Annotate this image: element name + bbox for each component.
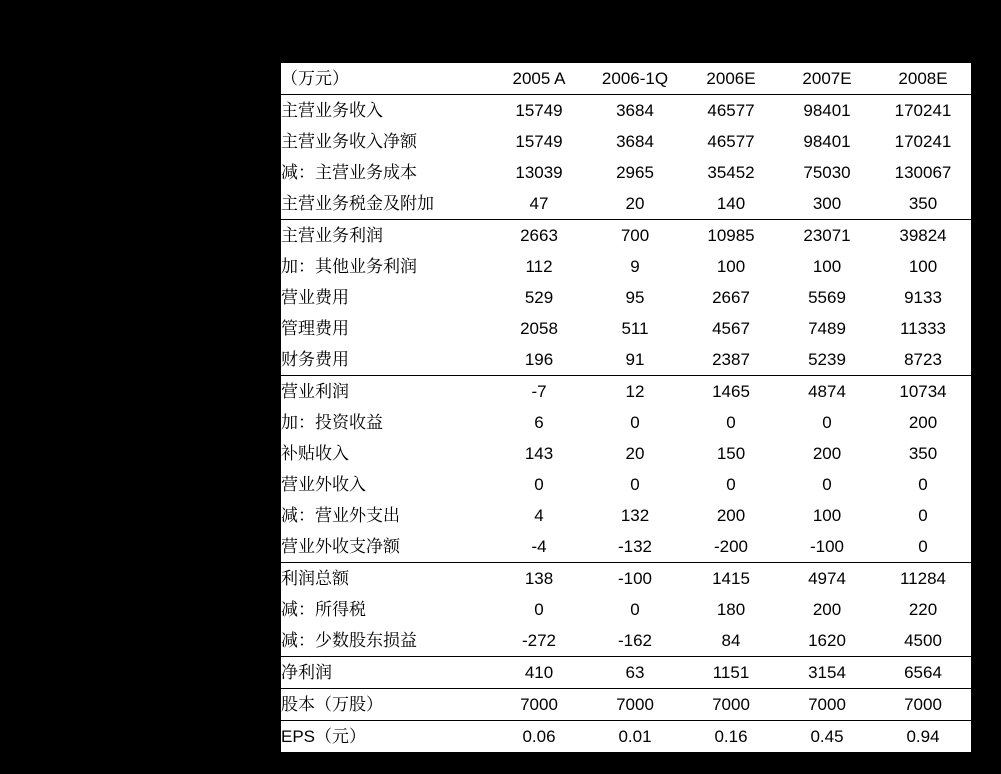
table-cell: -200	[683, 531, 779, 563]
table-cell: 4874	[779, 376, 875, 408]
table-cell: 0	[587, 594, 683, 625]
row-label: 减：所得税	[281, 594, 491, 625]
row-label: EPS（元）	[281, 721, 491, 753]
row-label: 加：其他业务利润	[281, 251, 491, 282]
table-cell: 200	[683, 500, 779, 531]
table-cell: 98401	[779, 126, 875, 157]
table-cell: 0	[491, 469, 587, 500]
financial-forecast-table	[281, 62, 971, 753]
table-cell: 6	[491, 407, 587, 438]
table-row	[281, 126, 971, 157]
table-cell: 100	[779, 251, 875, 282]
table-cell: 1151	[683, 657, 779, 689]
row-label: 利润总额	[281, 563, 491, 595]
table-body	[281, 95, 971, 753]
table-cell: 220	[875, 594, 971, 625]
table-cell: 10985	[683, 220, 779, 252]
table-cell: 12	[587, 376, 683, 408]
table-cell: 35452	[683, 157, 779, 188]
table-cell: 200	[779, 438, 875, 469]
table-cell: 0	[875, 469, 971, 500]
table-row	[281, 657, 971, 689]
table-cell: 46577	[683, 95, 779, 127]
table-row	[281, 563, 971, 595]
column-header-2007e: 2007E	[779, 63, 875, 95]
table-cell: 8723	[875, 344, 971, 376]
row-label: 管理费用	[281, 313, 491, 344]
table-cell: 7000	[875, 689, 971, 721]
table-row	[281, 376, 971, 408]
table-row	[281, 188, 971, 220]
table-row	[281, 721, 971, 753]
table-cell: 100	[875, 251, 971, 282]
table-cell: 1620	[779, 625, 875, 657]
table-cell: 130067	[875, 157, 971, 188]
table-cell: 15749	[491, 95, 587, 127]
table-cell: 75030	[779, 157, 875, 188]
table-cell: 9133	[875, 282, 971, 313]
table-cell: 170241	[875, 95, 971, 127]
table-cell: 4	[491, 500, 587, 531]
table-cell: 700	[587, 220, 683, 252]
table-cell: 3684	[587, 95, 683, 127]
table-cell: 20	[587, 188, 683, 220]
table-cell: 10734	[875, 376, 971, 408]
table-row	[281, 500, 971, 531]
table-cell: 529	[491, 282, 587, 313]
table-cell: 200	[779, 594, 875, 625]
table-cell: 143	[491, 438, 587, 469]
table-cell: 100	[779, 500, 875, 531]
table-cell: 4500	[875, 625, 971, 657]
financial-table-container	[281, 62, 971, 753]
table-cell: 63	[587, 657, 683, 689]
table-cell: 0	[875, 531, 971, 563]
table-cell: 91	[587, 344, 683, 376]
table-cell: 7000	[683, 689, 779, 721]
table-cell: 0.16	[683, 721, 779, 753]
row-label: 营业费用	[281, 282, 491, 313]
table-cell: -272	[491, 625, 587, 657]
table-cell: 6564	[875, 657, 971, 689]
table-cell: -7	[491, 376, 587, 408]
table-cell: 2058	[491, 313, 587, 344]
table-row	[281, 407, 971, 438]
table-cell: 13039	[491, 157, 587, 188]
table-cell: 95	[587, 282, 683, 313]
table-cell: 2663	[491, 220, 587, 252]
row-label: 主营业务利润	[281, 220, 491, 252]
table-row	[281, 531, 971, 563]
table-row	[281, 469, 971, 500]
column-header-2006-1q: 2006-1Q	[587, 63, 683, 95]
table-cell: 0.94	[875, 721, 971, 753]
table-cell: 11284	[875, 563, 971, 595]
table-row	[281, 95, 971, 127]
row-label: 净利润	[281, 657, 491, 689]
table-cell: 1415	[683, 563, 779, 595]
table-row	[281, 689, 971, 721]
table-cell: 0	[683, 407, 779, 438]
table-cell: 170241	[875, 126, 971, 157]
column-header-2005a: 2005 A	[491, 63, 587, 95]
table-row	[281, 282, 971, 313]
table-cell: 0	[587, 407, 683, 438]
table-cell: 39824	[875, 220, 971, 252]
table-cell: 4567	[683, 313, 779, 344]
table-cell: 138	[491, 563, 587, 595]
table-cell: 0.45	[779, 721, 875, 753]
table-cell: 5239	[779, 344, 875, 376]
table-cell: 0	[587, 469, 683, 500]
table-cell: 23071	[779, 220, 875, 252]
row-label: 减：营业外支出	[281, 500, 491, 531]
table-cell: 15749	[491, 126, 587, 157]
table-cell: 2965	[587, 157, 683, 188]
table-cell: 11333	[875, 313, 971, 344]
table-cell: 84	[683, 625, 779, 657]
row-label: 主营业务收入净额	[281, 126, 491, 157]
table-cell: 0	[491, 594, 587, 625]
row-label: 补贴收入	[281, 438, 491, 469]
table-cell: 350	[875, 188, 971, 220]
table-row	[281, 344, 971, 376]
table-cell: 7000	[779, 689, 875, 721]
table-cell: 2387	[683, 344, 779, 376]
table-cell: 98401	[779, 95, 875, 127]
table-cell: 7000	[587, 689, 683, 721]
table-cell: 0	[683, 469, 779, 500]
row-label: 主营业务收入	[281, 95, 491, 127]
table-cell: 3684	[587, 126, 683, 157]
table-cell: -162	[587, 625, 683, 657]
table-cell: 0	[875, 500, 971, 531]
column-header-2008e: 2008E	[875, 63, 971, 95]
table-cell: -100	[779, 531, 875, 563]
row-label: 减：少数股东损益	[281, 625, 491, 657]
column-header-2006e: 2006E	[683, 63, 779, 95]
table-cell: 511	[587, 313, 683, 344]
table-row	[281, 594, 971, 625]
column-header-unit: （万元）	[281, 63, 491, 95]
table-cell: 0.06	[491, 721, 587, 753]
table-cell: 46577	[683, 126, 779, 157]
table-cell: 100	[683, 251, 779, 282]
table-cell: 0.01	[587, 721, 683, 753]
table-cell: 150	[683, 438, 779, 469]
table-cell: -100	[587, 563, 683, 595]
table-cell: 200	[875, 407, 971, 438]
table-row	[281, 313, 971, 344]
table-cell: 112	[491, 251, 587, 282]
row-label: 股本（万股）	[281, 689, 491, 721]
table-cell: 2667	[683, 282, 779, 313]
table-cell: 7000	[491, 689, 587, 721]
table-cell: 140	[683, 188, 779, 220]
table-cell: 132	[587, 500, 683, 531]
table-cell: 1465	[683, 376, 779, 408]
table-row	[281, 157, 971, 188]
table-cell: -132	[587, 531, 683, 563]
table-row	[281, 625, 971, 657]
table-cell: 4974	[779, 563, 875, 595]
table-cell: 0	[779, 469, 875, 500]
table-row	[281, 251, 971, 282]
table-cell: 410	[491, 657, 587, 689]
table-cell: 0	[779, 407, 875, 438]
table-cell: 7489	[779, 313, 875, 344]
table-header-row	[281, 63, 971, 95]
row-label: 财务费用	[281, 344, 491, 376]
table-row	[281, 220, 971, 252]
table-cell: 350	[875, 438, 971, 469]
table-cell: 196	[491, 344, 587, 376]
table-cell: 20	[587, 438, 683, 469]
table-cell: 5569	[779, 282, 875, 313]
row-label: 加：投资收益	[281, 407, 491, 438]
table-cell: 47	[491, 188, 587, 220]
row-label: 营业外收入	[281, 469, 491, 500]
table-header	[281, 63, 971, 95]
table-cell: 300	[779, 188, 875, 220]
table-cell: 180	[683, 594, 779, 625]
row-label: 营业利润	[281, 376, 491, 408]
row-label: 主营业务税金及附加	[281, 188, 491, 220]
table-cell: -4	[491, 531, 587, 563]
table-cell: 9	[587, 251, 683, 282]
table-cell: 3154	[779, 657, 875, 689]
row-label: 减：主营业务成本	[281, 157, 491, 188]
table-row	[281, 438, 971, 469]
row-label: 营业外收支净额	[281, 531, 491, 563]
